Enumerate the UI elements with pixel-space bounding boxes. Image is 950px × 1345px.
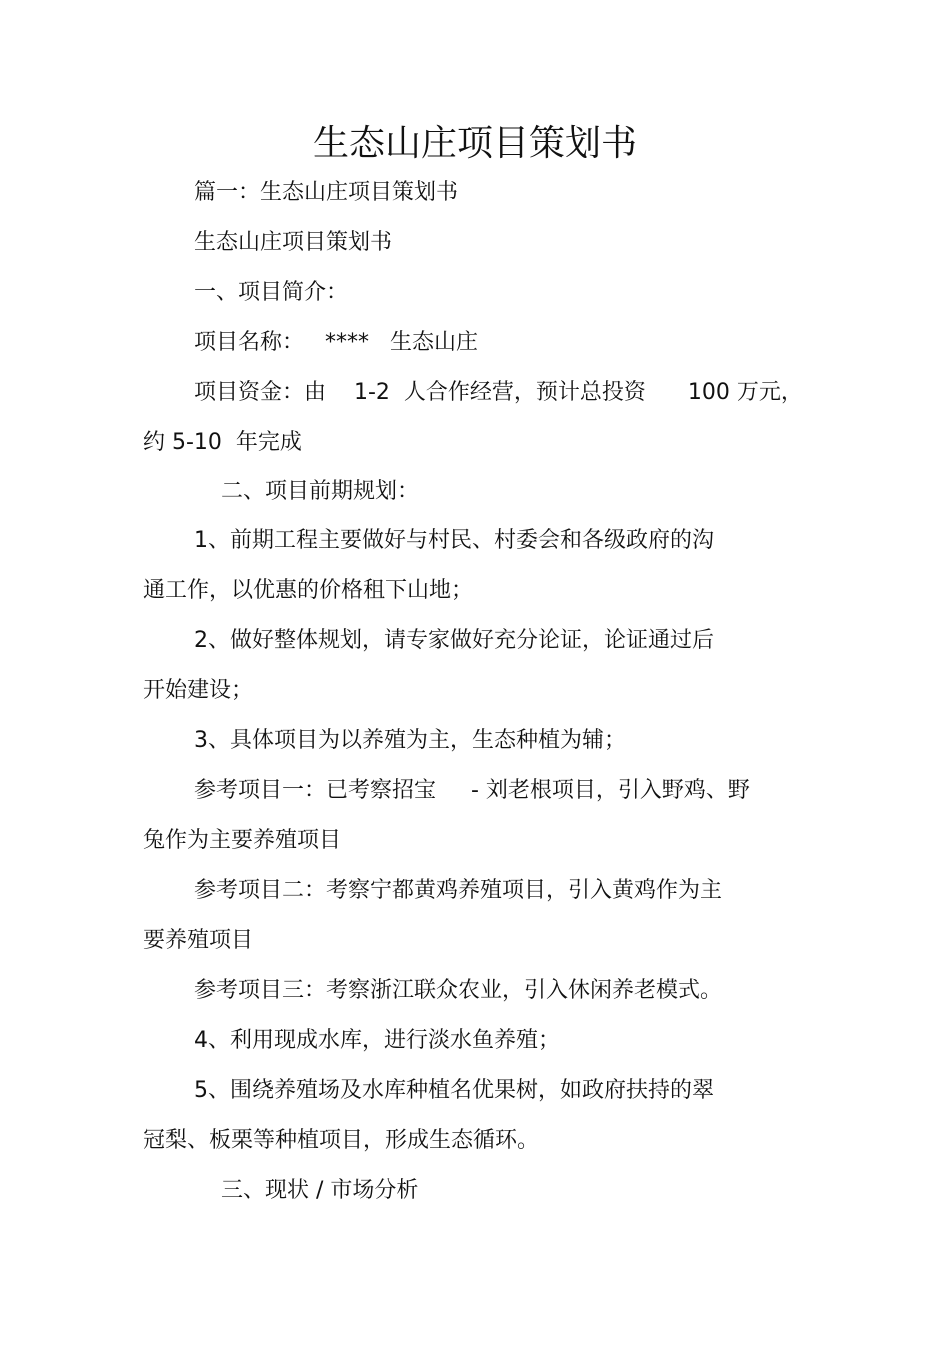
paragraph-line: 参考项目三：考察浙江联众农业，引入休闲养老模式。	[194, 978, 723, 1003]
paragraph-line: 冠梨、板栗等种植项目，形成生态循环。	[143, 1128, 540, 1153]
paragraph-line: 通工作，以优惠的价格租下山地；	[143, 578, 474, 603]
section-heading: 三、现状 / 市场分析	[221, 1178, 419, 1203]
paragraph-line: 项目名称： **** 生态山庄	[194, 330, 478, 355]
paragraph-line: 1、前期工程主要做好与村民、村委会和各级政府的沟	[194, 528, 714, 553]
paragraph-line: 生态山庄项目策划书	[194, 230, 393, 255]
paragraph-line: 开始建设；	[143, 678, 254, 703]
section-heading: 一、项目简介：	[194, 280, 349, 305]
paragraph-line: 3、具体项目为以养殖为主，生态种植为辅；	[194, 728, 626, 753]
paragraph-line: 参考项目二：考察宁都黄鸡养殖项目，引入黄鸡作为主	[194, 878, 723, 903]
paragraph-line: 参考项目一：已考察招宝 - 刘老根项目，引入野鸡、野	[194, 778, 750, 803]
paragraph-line: 5、围绕养殖场及水库种植名优果树，如政府扶持的翠	[194, 1078, 714, 1103]
paragraph-line: 项目资金：由 1-2 人合作经营，预计总投资 100 万元，	[194, 380, 803, 405]
paragraph-line: 4、利用现成水库，进行淡水鱼养殖；	[194, 1028, 560, 1053]
paragraph-line: 2、做好整体规划，请专家做好充分论证，论证通过后	[194, 628, 714, 653]
paragraph-line: 篇一：生态山庄项目策划书	[194, 180, 459, 205]
paragraph-line: 要养殖项目	[143, 928, 254, 953]
document-title: 生态山庄项目策划书	[312, 123, 637, 164]
paragraph-line: 兔作为主要养殖项目	[143, 828, 342, 853]
paragraph-line: 约 5-10 年完成	[143, 430, 302, 455]
section-heading: 二、项目前期规划：	[221, 479, 420, 504]
